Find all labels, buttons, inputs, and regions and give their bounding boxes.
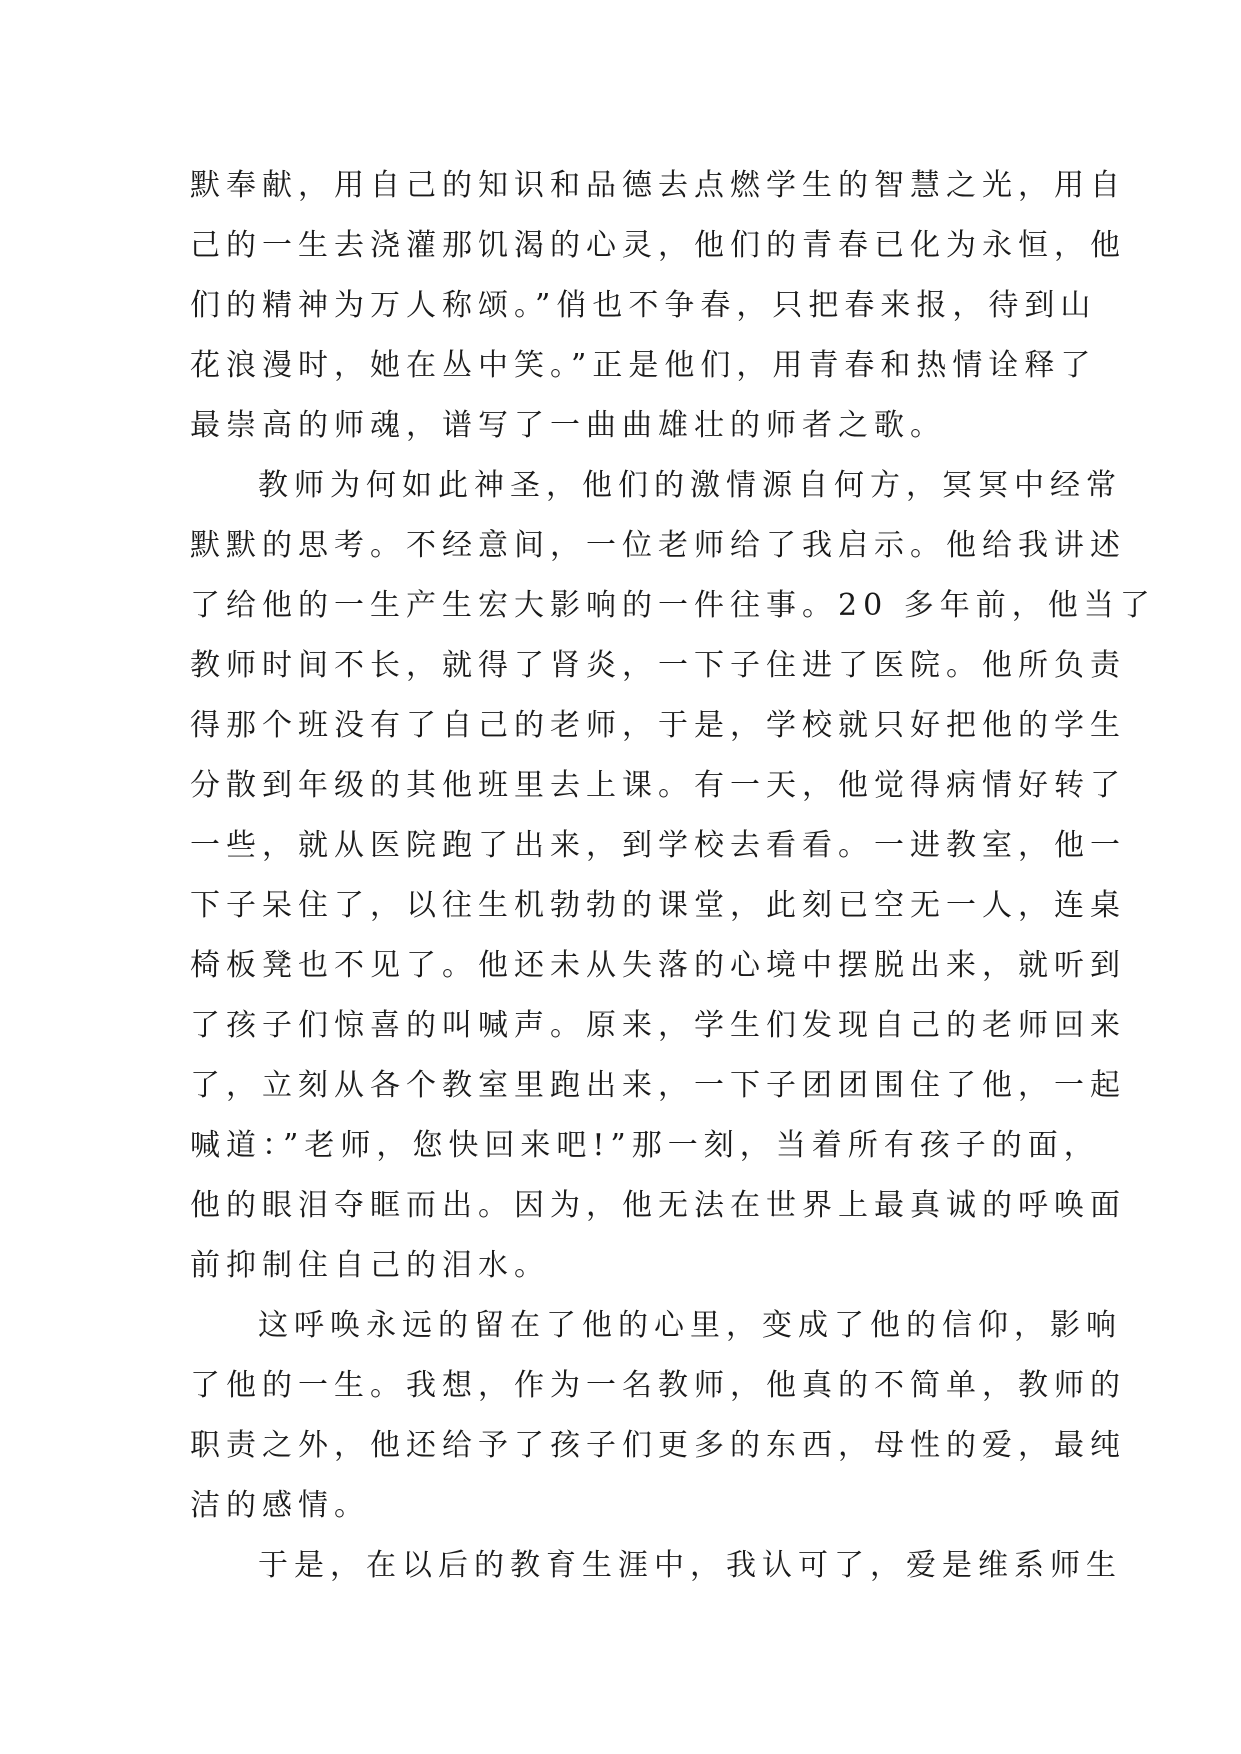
text-line: 一些，就从医院跑了出来，到学校去看看。一进教室，他一	[190, 828, 1126, 863]
text-line: 他的眼泪夺眶而出。因为，他无法在世界上最真诚的呼唤面	[190, 1188, 1126, 1223]
text-line: 了给他的一生产生宏大影响的一件往事。20 多年前，他当了	[190, 588, 1156, 623]
text-line: 最崇高的师魂，谱写了一曲曲雄壮的师者之歌。	[190, 408, 946, 443]
text-line: 前抑制住自己的泪水。	[190, 1248, 550, 1283]
paragraph-first-line: 教师为何如此神圣，他们的激情源自何方，冥冥中经常	[258, 468, 1122, 503]
text-line: 了孩子们惊喜的叫喊声。原来，学生们发现自己的老师回来	[190, 1008, 1126, 1043]
text-line: 花浪漫时，她在丛中笑。”正是他们，用青春和热情诠释了	[190, 348, 1097, 383]
text-line: 默默的思考。不经意间，一位老师给了我启示。他给我讲述	[190, 528, 1126, 563]
text-line: 己的一生去浇灌那饥渴的心灵，他们的青春已化为永恒，他	[190, 228, 1126, 263]
text-line: 下子呆住了，以往生机勃勃的课堂，此刻已空无一人，连桌	[190, 888, 1126, 923]
text-line: 得那个班没有了自己的老师，于是，学校就只好把他的学生	[190, 708, 1126, 743]
text-line: 喊道：”老师，您快回来吧!”那一刻，当着所有孩子的面，	[190, 1128, 1100, 1163]
text-line: 洁的感情。	[190, 1488, 370, 1523]
text-line: 职责之外，他还给予了孩子们更多的东西，母性的爱，最纯	[190, 1428, 1126, 1463]
document-body	[190, 156, 1156, 1596]
text-line: 们的精神为万人称颂。”俏也不争春，只把春来报，待到山	[190, 288, 1097, 323]
text-line: 了他的一生。我想，作为一名教师，他真的不简单，教师的	[190, 1368, 1126, 1403]
paragraph-first-line: 这呼唤永远的留在了他的心里，变成了他的信仰，影响	[258, 1308, 1122, 1343]
text-line: 了，立刻从各个教室里跑出来，一下子团团围住了他，一起	[190, 1068, 1126, 1103]
text-line: 默奉献，用自己的知识和品德去点燃学生的智慧之光，用自	[190, 168, 1126, 203]
paragraph-first-line: 于是，在以后的教育生涯中，我认可了，爱是维系师生	[258, 1548, 1122, 1583]
text-line: 椅板凳也不见了。他还未从失落的心境中摆脱出来，就听到	[190, 948, 1126, 983]
text-line: 分散到年级的其他班里去上课。有一天，他觉得病情好转了	[190, 768, 1126, 803]
text-line: 教师时间不长，就得了肾炎，一下子住进了医院。他所负责	[190, 648, 1126, 683]
